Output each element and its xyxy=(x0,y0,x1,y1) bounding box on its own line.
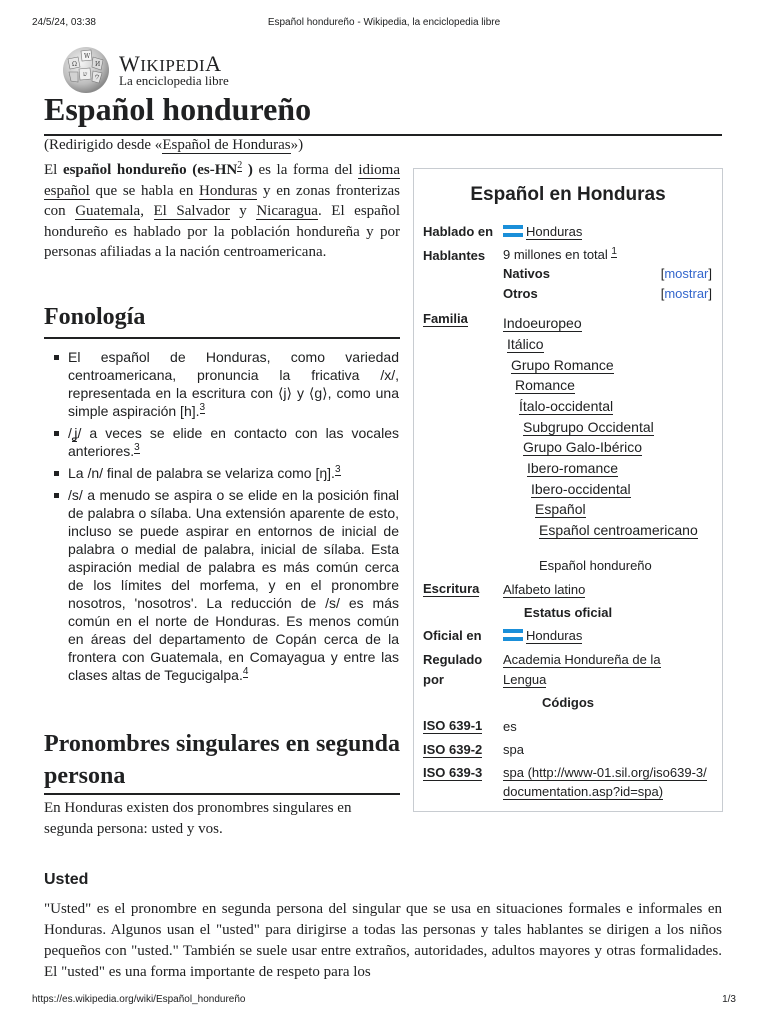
family-node[interactable]: Español centroamericano xyxy=(539,522,698,538)
infobox-label-regulado: Regulado xyxy=(423,652,483,667)
lead-bold: español hondureño (es-HN xyxy=(62,162,238,178)
reference-link[interactable]: 4 xyxy=(242,666,249,678)
wordmark-last: A xyxy=(205,51,222,76)
infobox-label-iso1 xyxy=(423,718,482,733)
iso2-label[interactable]: ISO 639-2 xyxy=(423,742,483,757)
svg-text:ש: ש xyxy=(83,71,88,78)
link-academia[interactable]: Academia Hondureña de la xyxy=(503,652,661,667)
list-item xyxy=(52,424,399,460)
infobox-value-hablantes xyxy=(503,247,617,262)
reference-link[interactable]: 1 xyxy=(611,245,617,257)
list-item xyxy=(52,464,399,482)
link-ipa-symbol[interactable]: ʝ xyxy=(71,425,78,441)
infobox-label-nativos: Nativos xyxy=(503,266,550,281)
family-node[interactable]: Ibero-occidental xyxy=(531,481,631,497)
reference-link[interactable]: 2 xyxy=(237,160,243,171)
lead-text: . El español hondureño es hablado por la población hondureña y por personas afiliadas a la nación centroamericana. xyxy=(44,203,401,260)
infobox xyxy=(413,168,723,812)
list-item-text: / a veces se elide en contacto con las vocales anteriores. xyxy=(68,425,399,459)
infobox-value-regulado-2 xyxy=(503,672,546,687)
infobox-label-hablado: Hablado en xyxy=(423,224,494,239)
infobox-label-escritura xyxy=(423,581,479,596)
link-honduras-oficial[interactable]: Honduras xyxy=(526,628,583,643)
link-iso3-2[interactable]: documentation.asp?id=spa) xyxy=(503,784,664,799)
family-node[interactable]: Subgrupo Occidental xyxy=(523,419,654,435)
usted-paragraph: "Usted" es el pronombre en segunda persona del singular que se usa en situaciones formales e informales en Honduras. Algunos usan el "usted" para dirigirse a todas las personas y tales hablantes se dirigen a los niños pequeños con "usted." También se suele usar entre extraños, autoridades, adultos mayores y otras formalidades. El "usted" es una forma importante de respeto para los xyxy=(44,901,722,980)
nativos-toggle[interactable]: [mostrar] xyxy=(660,266,712,281)
family-node[interactable]: Ibero-romance xyxy=(527,460,619,476)
link-academia-2[interactable]: Lengua xyxy=(503,672,547,687)
redirect-suffix: ») xyxy=(290,137,304,153)
lead-bold-close: ) xyxy=(242,162,253,178)
link-honduras-hablado[interactable]: Honduras xyxy=(526,224,583,239)
svg-text:W: W xyxy=(84,53,91,60)
link-iso3[interactable]: spa (http://www-01.sil.org/iso639-3/ xyxy=(503,765,707,780)
lead-paragraph xyxy=(44,160,400,263)
infobox-label-familia xyxy=(423,311,468,326)
lead-text: , xyxy=(140,203,154,219)
page-title: Español hondureño xyxy=(44,91,312,127)
family-node[interactable]: Itálico xyxy=(507,336,544,352)
title-divider xyxy=(44,134,722,136)
infobox-value-iso3 xyxy=(503,765,707,780)
infobox-section-codigos: Códigos xyxy=(542,695,594,710)
list-item-text: La /n/ final de palabra se velariza como [ŋ]. xyxy=(68,465,335,481)
iso3-label[interactable]: ISO 639-3 xyxy=(423,765,483,780)
redirect-prefix: (Redirigido desde « xyxy=(44,137,163,153)
infobox-label-regulado-2: por xyxy=(423,672,444,687)
fonologia-list xyxy=(52,348,399,688)
lead-text: es la forma del xyxy=(252,162,359,178)
iso1-label[interactable]: ISO 639-1 xyxy=(423,718,483,733)
lead-text: y xyxy=(229,203,257,219)
mostrar-link[interactable]: mostrar xyxy=(664,266,709,281)
svg-text:ウ: ウ xyxy=(94,74,101,81)
print-url: https://es.wikipedia.org/wiki/Español_hondureño xyxy=(32,994,246,1005)
list-item xyxy=(52,348,399,420)
pronombres-paragraph: En Honduras existen dos pronombres singulares en segunda persona: usted y vos. xyxy=(44,800,352,837)
infobox-title: Español en Honduras xyxy=(470,184,666,205)
hablantes-count: 9 millones en total xyxy=(503,247,612,262)
infobox-section-estatus: Estatus oficial xyxy=(523,605,613,620)
lead-text: El xyxy=(44,162,63,178)
infobox-label-iso2 xyxy=(423,742,482,757)
reference-link[interactable]: 3 xyxy=(199,402,206,414)
familia-label[interactable]: Familia xyxy=(423,311,468,326)
section-divider xyxy=(44,793,400,795)
section-heading-fonologia: Fonología xyxy=(44,304,146,330)
family-node[interactable]: Romance xyxy=(515,377,575,393)
list-item xyxy=(52,486,399,684)
infobox-label-hablantes: Hablantes xyxy=(423,248,486,263)
redirect-link[interactable]: Español de Honduras xyxy=(162,137,291,153)
honduras-flag-icon xyxy=(503,225,523,237)
lead-text: y en zonas fronterizas con xyxy=(44,182,400,219)
redirect-note xyxy=(44,137,303,154)
infobox-value-iso3-2 xyxy=(503,784,663,799)
wordmark-first: W xyxy=(119,51,141,76)
family-node[interactable]: Ítalo-occidental xyxy=(519,398,614,414)
infobox-value-regulado xyxy=(503,652,661,667)
family-node[interactable]: Español xyxy=(535,501,586,517)
list-item-text: El español de Honduras, como variedad centroamericana, pronuncia la fricativa /x/, representada en la escritura con ⟨j⟩ y ⟨g⟩, como una simple aspiración [h]. xyxy=(68,349,399,419)
svg-text:Ω: Ω xyxy=(72,61,77,68)
infobox-label-oficial: Oficial en xyxy=(423,628,482,643)
subsection-heading-usted: Usted xyxy=(44,871,89,888)
svg-text:И: И xyxy=(95,61,101,68)
family-node[interactable]: Grupo Romance xyxy=(511,357,614,373)
infobox-label-otros: Otros xyxy=(503,286,538,301)
list-item-text: /s/ a menudo se aspira o se elide en la posición final de palabra o sílaba. Una extensión aparente de esto, incluso se puede aspirar en entornos de inicial de palabra o medial de palabra, inicial de sílaba. Esta aspiración medial de palabra es más común cerca de los límites del morfema, y en el pronombre nosotros, 'nosotros'. La reducción de /s/ es más común en el norte de Honduras. Es menos común en áreas del departamento de Copán cerca de la frontera con Guatemala, en Comayagua y entre las clases altas de Tegucigalpa. xyxy=(68,487,399,683)
print-page-title: Español hondureño - Wikipedia, la enciclopedia libre xyxy=(267,17,501,28)
otros-toggle[interactable]: [mostrar] xyxy=(660,286,712,301)
infobox-label-iso3 xyxy=(423,765,482,780)
family-node[interactable]: Grupo Galo-Ibérico xyxy=(523,439,643,455)
wikipedia-tagline: La enciclopedia libre xyxy=(119,73,229,88)
link-alfabeto-latino[interactable]: Alfabeto latino xyxy=(503,582,586,597)
reference-link[interactable]: 3 xyxy=(134,442,140,454)
wikipedia-globe-logo[interactable] xyxy=(60,45,112,95)
list-item-text: / xyxy=(68,425,72,441)
link-honduras[interactable]: Honduras xyxy=(199,182,258,199)
wordmark-middle: IKIPEDI xyxy=(140,56,206,75)
family-leaf: Español hondureño xyxy=(539,558,652,573)
reference-link[interactable]: 3 xyxy=(334,464,341,476)
lead-text: que se habla en xyxy=(89,182,200,199)
infobox-value-iso2: spa xyxy=(503,742,524,757)
infobox-value-iso1: es xyxy=(503,719,517,734)
infobox-value-escritura xyxy=(503,582,585,597)
infobox-value-hablado xyxy=(503,224,582,239)
escritura-label[interactable]: Escritura xyxy=(423,581,480,596)
print-datetime: 24/5/24, 03:38 xyxy=(32,17,96,28)
link-el-salvador[interactable]: El Salvador xyxy=(153,203,230,219)
print-page-number: 1/3 xyxy=(722,994,736,1005)
infobox-value-oficial xyxy=(503,628,582,643)
link-nicaragua[interactable]: Nicaragua xyxy=(256,203,318,219)
section-heading-pronombres: Pronombres singulares en segunda persona xyxy=(44,731,400,789)
family-node[interactable]: Indoeuropeo xyxy=(503,315,582,331)
link-idioma-espanol[interactable]: idioma español xyxy=(44,162,400,199)
honduras-flag-icon xyxy=(503,629,523,641)
section-divider xyxy=(44,337,400,339)
mostrar-link[interactable]: mostrar xyxy=(664,286,709,301)
link-guatemala[interactable]: Guatemala xyxy=(75,203,141,219)
